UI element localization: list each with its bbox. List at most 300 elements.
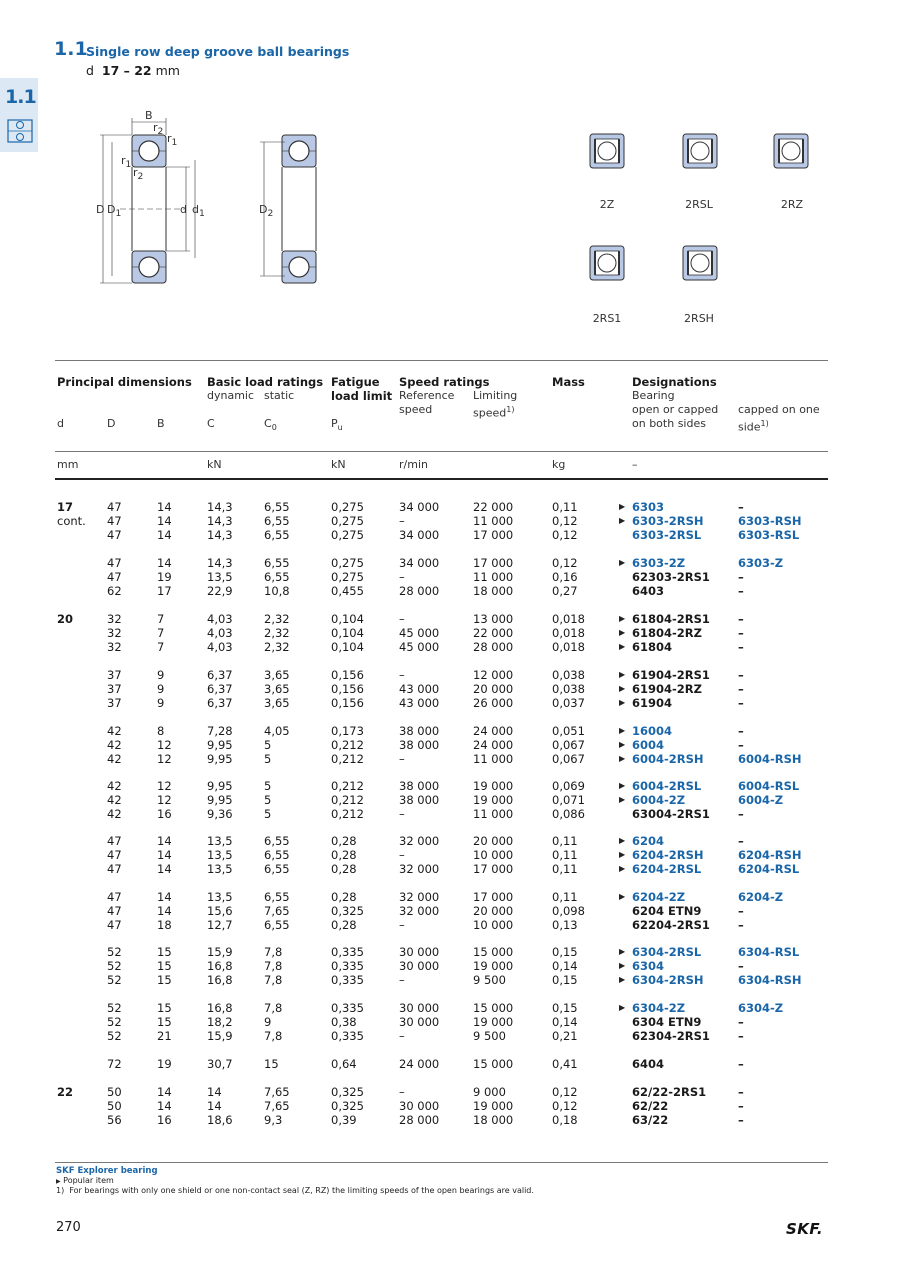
cell-lim: 18 000 <box>473 584 514 598</box>
cell-ref: 24 000 <box>399 1057 440 1071</box>
header-fatigue: Fatigue load limit <box>331 375 393 403</box>
cell-c: 30,7 <box>207 1057 233 1071</box>
cell-c0: 7,8 <box>264 1029 283 1043</box>
cell-des[interactable]: 6304-2RSL <box>632 945 702 959</box>
cell-d: 56 <box>107 1113 122 1127</box>
cell-pu: 0,173 <box>331 724 364 738</box>
variant-label-2rz: 2RZ <box>780 198 804 211</box>
popular-item-icon: ▶ <box>619 628 626 637</box>
cell-des: 62204-2RS1 <box>632 918 710 932</box>
cell-pu: 0,325 <box>331 1099 364 1113</box>
cell-b: 14 <box>157 1085 172 1099</box>
cell-b: 14 <box>157 862 172 876</box>
cell-b: 12 <box>157 779 172 793</box>
popular-item-icon: ▶ <box>619 850 626 859</box>
dim-r2-side: $r_2$ <box>133 166 144 183</box>
cell-ref: 30 000 <box>399 959 440 973</box>
cell-b: 14 <box>157 834 172 848</box>
cell-d: 52 <box>107 945 122 959</box>
group-bore-d: 17 <box>57 500 74 514</box>
cell-cap[interactable]: 6303-Z <box>738 556 784 570</box>
cell-mass: 0,13 <box>552 918 578 932</box>
cell-pu: 0,335 <box>331 1029 364 1043</box>
cell-ref: 30 000 <box>399 1001 440 1015</box>
cell-des[interactable]: 6303-2RSH <box>632 514 704 528</box>
cell-b: 12 <box>157 738 172 752</box>
cell-d: 47 <box>107 862 122 876</box>
cell-cap[interactable]: 6304-RSL <box>738 945 800 959</box>
cell-cap: – <box>738 1029 744 1043</box>
cell-cap: – <box>738 500 744 514</box>
cell-cap[interactable]: 6303-RSH <box>738 514 802 528</box>
cell-mass: 0,12 <box>552 1085 578 1099</box>
cell-c: 6,37 <box>207 696 233 710</box>
cell-ref: 34 000 <box>399 528 440 542</box>
cell-d: 52 <box>107 973 122 987</box>
cell-b: 15 <box>157 1001 172 1015</box>
cell-cap: – <box>738 1099 744 1113</box>
cell-des: 61804 <box>632 640 673 654</box>
cell-d: 47 <box>107 528 122 542</box>
cell-c0: 7,65 <box>264 1099 290 1113</box>
cell-b: 7 <box>157 612 165 626</box>
cell-c0: 9,3 <box>264 1113 283 1127</box>
cell-mass: 0,11 <box>552 848 578 862</box>
cell-c0: 3,65 <box>264 682 290 696</box>
cell-pu: 0,104 <box>331 626 364 640</box>
popular-item-icon: ▶ <box>619 684 626 693</box>
cell-ref: 34 000 <box>399 556 440 570</box>
cell-mass: 0,067 <box>552 752 585 766</box>
cell-c0: 6,55 <box>264 570 290 584</box>
cell-b: 7 <box>157 640 165 654</box>
skf-logo: SKF. <box>786 1220 824 1238</box>
dim-r1-top: $r_1$ <box>167 132 178 149</box>
cell-b: 12 <box>157 752 172 766</box>
cell-b: 19 <box>157 570 172 584</box>
cell-mass: 0,14 <box>552 1015 578 1029</box>
cell-c: 22,9 <box>207 584 233 598</box>
header-mass: Mass <box>552 375 585 389</box>
cell-c0: 15 <box>264 1057 279 1071</box>
cell-ref: 38 000 <box>399 779 440 793</box>
cell-cap: – <box>738 570 744 584</box>
units-bottom-rule <box>55 478 828 480</box>
cell-b: 21 <box>157 1029 172 1043</box>
cell-lim: 9 500 <box>473 973 506 987</box>
dim-d: d <box>180 203 187 216</box>
cell-c: 18,6 <box>207 1113 233 1127</box>
cell-cap: – <box>738 584 744 598</box>
cell-c: 4,03 <box>207 640 233 654</box>
cell-d: 42 <box>107 724 122 738</box>
section-number: 1.1 <box>54 38 88 60</box>
cell-b: 14 <box>157 514 172 528</box>
cell-c0: 6,55 <box>264 514 290 528</box>
cell-c: 16,8 <box>207 1001 233 1015</box>
header-reference-speed: Reference speed <box>399 389 455 416</box>
cell-ref: – <box>399 1085 405 1099</box>
cell-lim: 17 000 <box>473 862 514 876</box>
cell-d: 62 <box>107 584 122 598</box>
cell-cap[interactable]: 6004-RSL <box>738 779 800 793</box>
cell-c0: 10,8 <box>264 584 290 598</box>
cell-ref: 38 000 <box>399 724 440 738</box>
cell-des[interactable]: 16004 <box>632 724 673 738</box>
cell-ref: – <box>399 848 405 862</box>
footnote-1: 1) For bearings with only one shield or one non-contact seal (Z, RZ) the limiting speeds of the open bearings are valid. <box>56 1186 534 1195</box>
cell-d: 42 <box>107 752 122 766</box>
cell-d: 52 <box>107 1001 122 1015</box>
cell-ref: 30 000 <box>399 945 440 959</box>
popular-item-icon: ▶ <box>619 558 626 567</box>
cell-lim: 11 000 <box>473 752 514 766</box>
cell-cap[interactable]: 6204-Z <box>738 890 784 904</box>
cell-lim: 19 000 <box>473 1015 514 1029</box>
cell-c: 6,37 <box>207 668 233 682</box>
cell-b: 18 <box>157 918 172 932</box>
cell-pu: 0,335 <box>331 1001 364 1015</box>
cell-c: 14,3 <box>207 514 233 528</box>
cell-pu: 0,275 <box>331 514 364 528</box>
cell-c: 9,95 <box>207 752 233 766</box>
unit-kN-fatigue: kN <box>331 458 346 471</box>
cell-b: 12 <box>157 793 172 807</box>
cell-cap[interactable]: 6204-RSL <box>738 862 800 876</box>
cell-pu: 0,335 <box>331 959 364 973</box>
cell-cap: – <box>738 668 744 682</box>
cell-des[interactable]: 6303 <box>632 500 665 514</box>
cell-ref: – <box>399 570 405 584</box>
cell-des: 6304 ETN9 <box>632 1015 702 1029</box>
cell-cap: – <box>738 1113 744 1127</box>
cell-mass: 0,16 <box>552 570 578 584</box>
cell-des[interactable]: 6204-2RSL <box>632 862 702 876</box>
cell-des[interactable]: 6303-2RSL <box>632 528 702 542</box>
cell-lim: 24 000 <box>473 724 514 738</box>
cell-d: 32 <box>107 626 122 640</box>
cell-c0: 7,8 <box>264 959 283 973</box>
cell-ref: 32 000 <box>399 890 440 904</box>
cell-b: 9 <box>157 668 165 682</box>
popular-item-icon: ▶ <box>619 502 626 511</box>
cell-c0: 6,55 <box>264 862 290 876</box>
cell-lim: 19 000 <box>473 793 514 807</box>
cell-ref: 32 000 <box>399 834 440 848</box>
cell-c: 14,3 <box>207 500 233 514</box>
cell-mass: 0,11 <box>552 834 578 848</box>
cell-des[interactable]: 6303-2Z <box>632 556 686 570</box>
cell-c0: 7,8 <box>264 945 283 959</box>
cell-c: 9,95 <box>207 779 233 793</box>
cell-cap[interactable]: 6004-RSH <box>738 752 802 766</box>
cell-b: 16 <box>157 807 172 821</box>
cell-ref: 34 000 <box>399 500 440 514</box>
cell-d: 42 <box>107 738 122 752</box>
cell-c: 16,8 <box>207 959 233 973</box>
cell-cap: – <box>738 640 744 654</box>
cell-ref: 45 000 <box>399 626 440 640</box>
cell-c0: 5 <box>264 779 272 793</box>
cell-d: 32 <box>107 612 122 626</box>
cell-des[interactable]: 6204 <box>632 834 665 848</box>
dim-D1: $D_1$ <box>107 203 122 220</box>
table-top-rule <box>55 360 828 361</box>
cell-b: 14 <box>157 904 172 918</box>
cell-ref: 43 000 <box>399 682 440 696</box>
popular-item-icon: ▶ <box>619 975 626 984</box>
cell-mass: 0,11 <box>552 862 578 876</box>
cell-lim: 10 000 <box>473 918 514 932</box>
cell-mass: 0,12 <box>552 528 578 542</box>
cell-des: 6404 <box>632 1057 665 1071</box>
popular-item-icon: ▶ <box>619 614 626 623</box>
cell-pu: 0,275 <box>331 500 364 514</box>
cell-mass: 0,18 <box>552 1113 578 1127</box>
cell-cap[interactable]: 6304-Z <box>738 1001 784 1015</box>
popular-item-icon: ▶ <box>619 516 626 525</box>
cell-des[interactable]: 6004-2RSL <box>632 779 702 793</box>
cell-lim: 19 000 <box>473 779 514 793</box>
cell-ref: 28 000 <box>399 584 440 598</box>
cell-cap: – <box>738 682 744 696</box>
cell-cap: – <box>738 904 744 918</box>
cell-d: 47 <box>107 514 122 528</box>
unit-kN: kN <box>207 458 222 471</box>
dim-D2: $D_2$ <box>259 203 274 220</box>
cell-lim: 22 000 <box>473 500 514 514</box>
cell-cap[interactable]: 6304-RSH <box>738 973 802 987</box>
cell-c0: 3,65 <box>264 696 290 710</box>
cell-mass: 0,098 <box>552 904 585 918</box>
cell-c: 4,03 <box>207 612 233 626</box>
cell-des[interactable]: 6004-2RSH <box>632 752 704 766</box>
cell-lim: 20 000 <box>473 834 514 848</box>
cell-ref: 30 000 <box>399 1099 440 1113</box>
cell-c: 13,5 <box>207 834 233 848</box>
cell-cap[interactable]: 6303-RSL <box>738 528 800 542</box>
cell-mass: 0,018 <box>552 626 585 640</box>
cell-ref: – <box>399 752 405 766</box>
cell-lim: 9 000 <box>473 1085 506 1099</box>
variant-label-2rs1: 2RS1 <box>592 312 622 325</box>
cell-pu: 0,325 <box>331 904 364 918</box>
cell-d: 37 <box>107 668 122 682</box>
group-bore-d: 20 <box>57 612 74 626</box>
cell-pu: 0,39 <box>331 1113 357 1127</box>
cell-pu: 0,212 <box>331 752 364 766</box>
popular-item-icon: ▶ <box>619 670 626 679</box>
cell-d: 47 <box>107 500 122 514</box>
cell-mass: 0,27 <box>552 584 578 598</box>
cell-c0: 6,55 <box>264 890 290 904</box>
cell-pu: 0,104 <box>331 612 364 626</box>
cell-c: 4,03 <box>207 626 233 640</box>
popular-item-icon: ▶ <box>619 698 626 707</box>
cell-c0: 2,32 <box>264 612 290 626</box>
cell-mass: 0,12 <box>552 556 578 570</box>
cell-cap: – <box>738 738 744 752</box>
cell-des: 6204 ETN9 <box>632 904 702 918</box>
variant-label-2rsh: 2RSH <box>684 312 714 325</box>
cell-c0: 5 <box>264 793 272 807</box>
cell-cap[interactable]: 6204-RSH <box>738 848 802 862</box>
cell-c: 18,2 <box>207 1015 233 1029</box>
cell-cap[interactable]: 6004-Z <box>738 793 784 807</box>
header-designations: Designations <box>632 375 717 389</box>
cell-mass: 0,051 <box>552 724 585 738</box>
cell-c: 14 <box>207 1099 222 1113</box>
symbol-C: C <box>207 417 215 430</box>
popular-item-icon: ▶ <box>619 642 626 651</box>
cell-ref: – <box>399 973 405 987</box>
cell-lim: 28 000 <box>473 640 514 654</box>
symbol-d: d <box>57 417 64 430</box>
cell-mass: 0,071 <box>552 793 585 807</box>
cell-mass: 0,067 <box>552 738 585 752</box>
cell-d: 47 <box>107 918 122 932</box>
cell-pu: 0,156 <box>331 682 364 696</box>
cell-c0: 5 <box>264 738 272 752</box>
cell-cap: – <box>738 834 744 848</box>
cell-b: 14 <box>157 500 172 514</box>
cell-pu: 0,156 <box>331 696 364 710</box>
cell-b: 14 <box>157 1099 172 1113</box>
cell-lim: 15 000 <box>473 1001 514 1015</box>
cell-ref: – <box>399 514 405 528</box>
cell-c0: 4,05 <box>264 724 290 738</box>
cell-lim: 9 500 <box>473 1029 506 1043</box>
cell-c0: 6,55 <box>264 500 290 514</box>
cell-mass: 0,018 <box>552 612 585 626</box>
group-bore-d: 22 <box>57 1085 74 1099</box>
cell-ref: 32 000 <box>399 862 440 876</box>
cell-c: 15,9 <box>207 1029 233 1043</box>
header-limiting-speed: Limiting speed$^{1)}$ <box>473 389 518 420</box>
cell-pu: 0,28 <box>331 834 357 848</box>
cell-des[interactable]: 6304-2RSH <box>632 973 704 987</box>
bearing-cross-section-drawing <box>90 108 330 298</box>
cell-b: 8 <box>157 724 165 738</box>
cell-c0: 3,65 <box>264 668 290 682</box>
cell-mass: 0,21 <box>552 1029 578 1043</box>
cell-pu: 0,28 <box>331 918 357 932</box>
cell-des: 62304-2RS1 <box>632 1029 710 1043</box>
cell-lim: 11 000 <box>473 807 514 821</box>
cell-pu: 0,156 <box>331 668 364 682</box>
cell-ref: 28 000 <box>399 1113 440 1127</box>
cell-des: 61904-2RZ <box>632 682 702 696</box>
header-capped-one-side: capped on one side$^{1)}$ <box>738 403 820 434</box>
symbol-B: B <box>157 417 165 430</box>
cell-mass: 0,069 <box>552 779 585 793</box>
cell-lim: 17 000 <box>473 890 514 904</box>
cell-c0: 7,8 <box>264 973 283 987</box>
cell-b: 19 <box>157 1057 172 1071</box>
header-bearing: Bearing <box>632 389 675 402</box>
dim-r1-side: $r_1$ <box>121 154 132 171</box>
cell-pu: 0,455 <box>331 584 364 598</box>
cell-b: 15 <box>157 959 172 973</box>
cell-d: 47 <box>107 904 122 918</box>
cell-des[interactable]: 6204-2RSH <box>632 848 704 862</box>
footnote-rule <box>55 1162 828 1163</box>
popular-item-icon: ▶ <box>619 836 626 845</box>
cell-d: 42 <box>107 779 122 793</box>
cell-c: 15,6 <box>207 904 233 918</box>
cell-lim: 26 000 <box>473 696 514 710</box>
cell-des[interactable]: 6004 <box>632 738 665 752</box>
unit-kg: kg <box>552 458 566 471</box>
dim-r2-top: $r_2$ <box>153 121 164 138</box>
cell-c: 9,95 <box>207 738 233 752</box>
cell-des: 63/22 <box>632 1113 669 1127</box>
cell-lim: 17 000 <box>473 528 514 542</box>
dim-D: D <box>96 203 105 216</box>
cell-lim: 12 000 <box>473 668 514 682</box>
cell-pu: 0,275 <box>331 528 364 542</box>
cell-d: 50 <box>107 1085 122 1099</box>
popular-item-icon: ▶ <box>619 740 626 749</box>
cell-des[interactable]: 6304 <box>632 959 665 973</box>
cell-des[interactable]: 6304-2Z <box>632 1001 686 1015</box>
cell-c: 6,37 <box>207 682 233 696</box>
cell-pu: 0,212 <box>331 807 364 821</box>
cell-mass: 0,038 <box>552 668 585 682</box>
cell-des: 61804-2RS1 <box>632 612 710 626</box>
cell-mass: 0,037 <box>552 696 585 710</box>
symbol-Pu: $P_u$ <box>331 417 343 433</box>
cell-b: 15 <box>157 973 172 987</box>
cell-pu: 0,275 <box>331 570 364 584</box>
header-static: static <box>264 389 295 402</box>
cell-c0: 6,55 <box>264 556 290 570</box>
cell-des[interactable]: 6004-2Z <box>632 793 686 807</box>
cell-des: 62303-2RS1 <box>632 570 710 584</box>
cell-pu: 0,212 <box>331 793 364 807</box>
cell-pu: 0,28 <box>331 890 357 904</box>
cell-lim: 19 000 <box>473 1099 514 1113</box>
cell-c0: 7,65 <box>264 1085 290 1099</box>
header-open-capped: open or capped on both sides <box>632 403 719 430</box>
cell-c0: 6,55 <box>264 848 290 862</box>
cell-pu: 0,335 <box>331 973 364 987</box>
cell-c: 13,5 <box>207 890 233 904</box>
cell-mass: 0,086 <box>552 807 585 821</box>
header-basic-load-ratings: Basic load ratings <box>207 375 324 389</box>
cell-b: 14 <box>157 890 172 904</box>
cell-d: 32 <box>107 640 122 654</box>
cell-lim: 20 000 <box>473 904 514 918</box>
cell-des: 61904-2RS1 <box>632 668 710 682</box>
cell-pu: 0,38 <box>331 1015 357 1029</box>
cell-cap: – <box>738 696 744 710</box>
unit-mm: mm <box>57 458 79 471</box>
cell-mass: 0,41 <box>552 1057 578 1071</box>
cell-c: 12,7 <box>207 918 233 932</box>
cell-lim: 19 000 <box>473 959 514 973</box>
popular-item-icon: ▶ <box>619 795 626 804</box>
cell-d: 42 <box>107 807 122 821</box>
header-principal-dimensions: Principal dimensions <box>57 375 192 389</box>
popular-item-icon: ▶ <box>619 947 626 956</box>
unit-dash: – <box>632 458 638 471</box>
cell-lim: 24 000 <box>473 738 514 752</box>
cell-des[interactable]: 6204-2Z <box>632 890 686 904</box>
cell-d: 47 <box>107 834 122 848</box>
cell-c: 14 <box>207 1085 222 1099</box>
cell-c: 7,28 <box>207 724 233 738</box>
